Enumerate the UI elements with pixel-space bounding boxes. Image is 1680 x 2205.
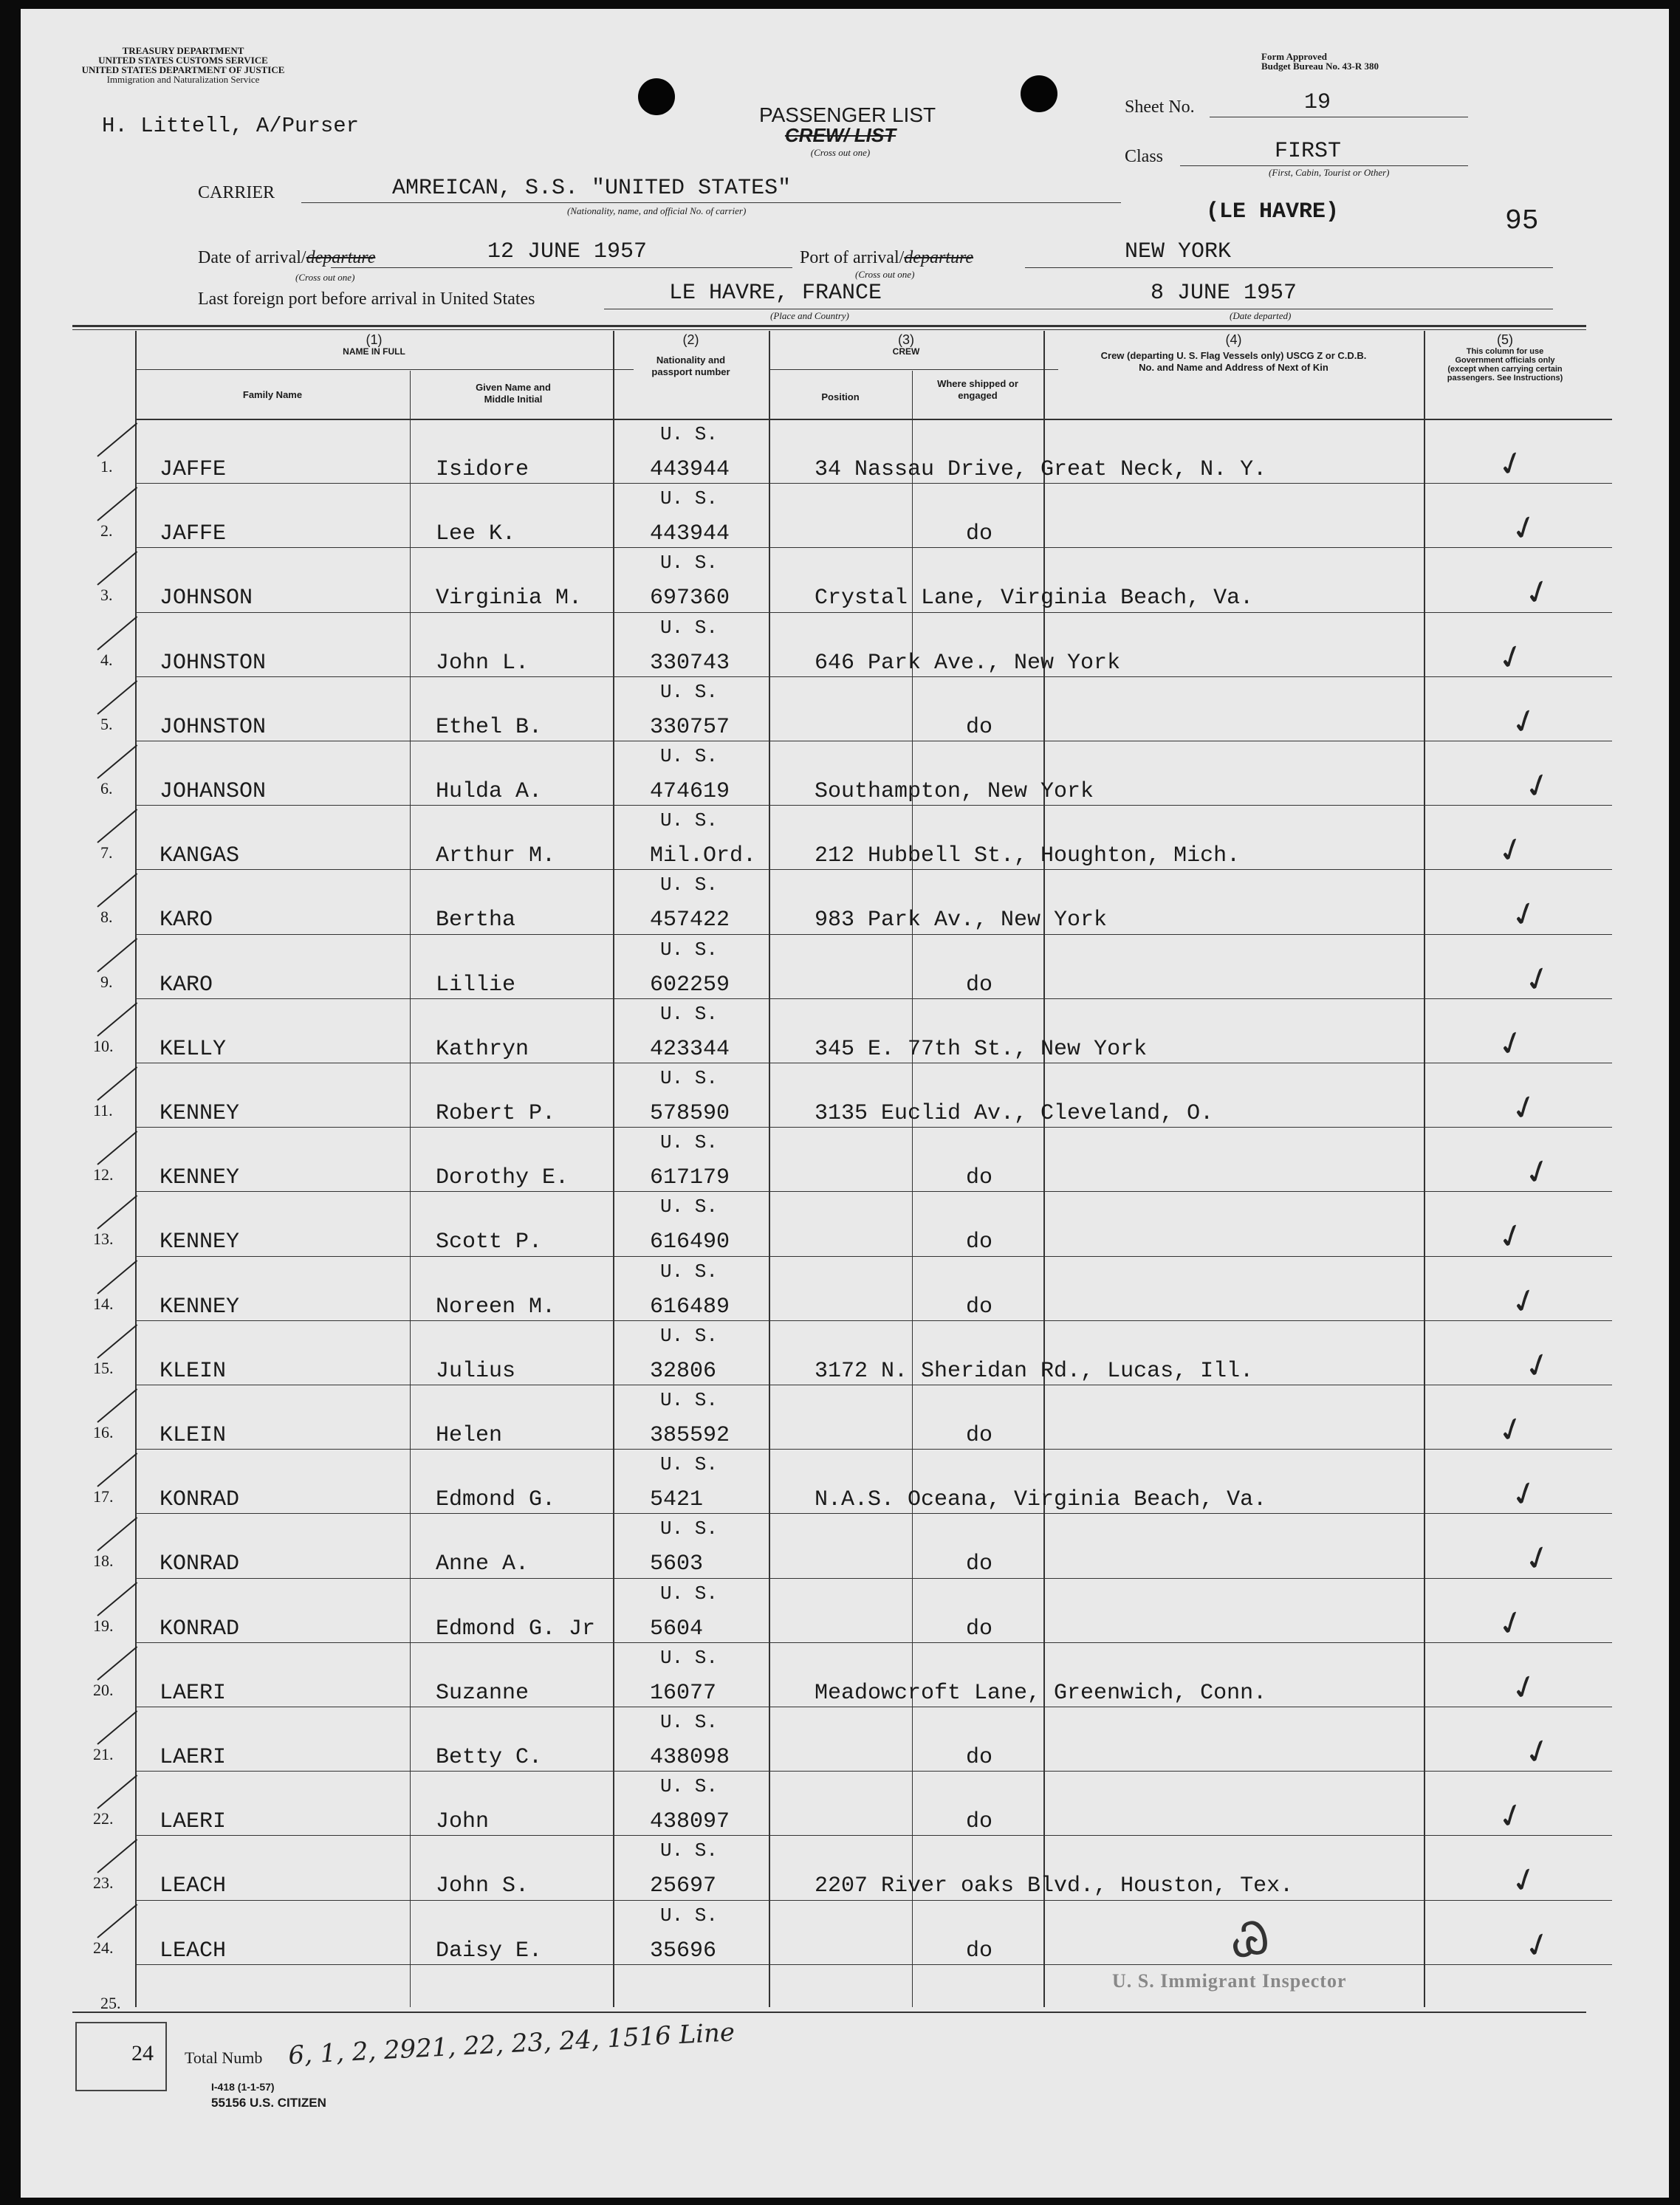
col1-header xyxy=(135,334,613,357)
last-port-value: LE HAVRE, FRANCE xyxy=(669,281,882,306)
family-name: LAERI xyxy=(160,1809,227,1835)
nationality-label: U. S. xyxy=(659,1389,719,1411)
tick-stroke-icon xyxy=(97,1196,137,1230)
row-number: 1. xyxy=(100,457,113,476)
nationality-label: U. S. xyxy=(659,1775,719,1798)
agency-line: TREASURY DEPARTMENT xyxy=(122,45,244,56)
port-arrival-underline xyxy=(1025,267,1553,268)
given-name: Edmond G. xyxy=(436,1487,556,1513)
row-number: 2. xyxy=(100,521,113,541)
header-bottom-line xyxy=(135,419,1612,420)
row-rule xyxy=(135,1964,1612,1965)
nationality-label: U. S. xyxy=(659,1646,719,1669)
row-number: 14. xyxy=(93,1294,114,1313)
carrier-underline xyxy=(301,202,1121,203)
address-ditto: do xyxy=(966,1809,993,1835)
class-hint: (First, Cabin, Tourist or Other) xyxy=(1269,167,1390,178)
port-arrival-label-text: Port of arrival/ xyxy=(800,248,905,267)
passport-number: 443944 xyxy=(650,457,730,482)
family-name: KENNEY xyxy=(160,1101,240,1126)
col3-number: (3) xyxy=(898,332,914,347)
last-port-hint: (Place and Country) xyxy=(770,310,849,321)
budget-bureau: Budget Bureau No. 43-R 380 xyxy=(1261,61,1379,72)
nationality-label: U. S. xyxy=(659,1067,719,1089)
document-page xyxy=(21,9,1669,2198)
passport-number: 457422 xyxy=(650,908,730,933)
checkmark-icon: ✓ xyxy=(1506,892,1543,937)
cross-out-hint: (Cross out one) xyxy=(810,147,871,158)
given-name: Robert P. xyxy=(436,1101,556,1126)
tick-stroke-icon xyxy=(97,1066,137,1101)
family-name: KONRAD xyxy=(160,1487,240,1513)
tick-stroke-icon xyxy=(97,616,137,651)
given-name: Julius xyxy=(436,1358,516,1384)
shipped-header: Where shipped or engaged xyxy=(937,378,1018,401)
row-rule xyxy=(135,1771,1612,1772)
checkmark-icon: ✓ xyxy=(1519,570,1557,615)
passport-number: 16077 xyxy=(650,1680,717,1706)
port-arrival-hint: (Cross out one) xyxy=(855,269,915,280)
nationality-label: U. S. xyxy=(659,1002,719,1025)
checkmark-icon: ✓ xyxy=(1506,1858,1543,1903)
tick-stroke-icon xyxy=(97,744,137,779)
passport-number: 578590 xyxy=(650,1101,730,1126)
col4-header xyxy=(1043,334,1424,374)
row-number: 23. xyxy=(93,1873,114,1893)
table-top-line xyxy=(72,325,1586,327)
checkmark-icon: ✓ xyxy=(1519,1536,1557,1581)
tick-stroke-icon xyxy=(97,1839,137,1874)
address-value: 983 Park Av., New York xyxy=(815,908,1108,933)
checkmark-icon: ✓ xyxy=(1492,1794,1530,1839)
family-name: KARO xyxy=(160,908,213,933)
address-value: Southampton, New York xyxy=(815,779,1094,804)
row-number: 16. xyxy=(93,1423,114,1441)
passport-number: 5603 xyxy=(650,1551,704,1577)
given-name: Bertha xyxy=(436,908,516,933)
list-title: PASSENGER LIST xyxy=(759,103,936,126)
address-value: 34 Nassau Drive, Great Neck, N. Y. xyxy=(815,457,1267,482)
date-arrival-label-text: Date of arrival/ xyxy=(198,248,306,267)
nationality-label: U. S. xyxy=(659,1324,719,1347)
checkmark-icon: ✓ xyxy=(1506,699,1543,744)
agency-block xyxy=(72,46,294,84)
family-name: JOHNSON xyxy=(160,586,253,611)
given-name: Helen xyxy=(436,1423,503,1448)
row-rule xyxy=(135,1642,1612,1643)
row-number: 18. xyxy=(93,1551,114,1571)
row-rule xyxy=(135,1449,1612,1450)
family-name: LEACH xyxy=(160,1938,227,1964)
tick-stroke-icon xyxy=(97,1388,137,1423)
col5-number: (5) xyxy=(1497,332,1513,347)
tick-stroke-icon xyxy=(97,552,137,586)
address-ditto: do xyxy=(966,1616,993,1642)
total-label: Total Numb xyxy=(185,2048,263,2067)
row-rule xyxy=(135,1191,1612,1192)
given-name: John xyxy=(436,1809,490,1835)
address-value: 345 E. 77th St., New York xyxy=(815,1036,1148,1062)
row-rule xyxy=(135,998,1612,999)
family-name: KLEIN xyxy=(160,1358,227,1384)
col5-header xyxy=(1424,334,1586,383)
checkmark-icon: ✓ xyxy=(1506,1279,1543,1324)
row-number: 9. xyxy=(100,972,113,991)
class-value: FIRST xyxy=(1275,139,1342,164)
col1-title: NAME IN FULL xyxy=(343,346,405,357)
given-name: Daisy E. xyxy=(436,1938,543,1964)
row-number: 11. xyxy=(93,1101,113,1119)
total-box-value: 24 xyxy=(131,2041,154,2065)
family-name: JOHNSTON xyxy=(160,714,267,740)
class-label: Class xyxy=(1125,147,1164,166)
col-line-1 xyxy=(135,331,137,2007)
nationality-label: U. S. xyxy=(659,874,719,896)
nationality-label: U. S. xyxy=(659,1453,719,1476)
tick-stroke-icon xyxy=(97,680,137,715)
given-name: Suzanne xyxy=(436,1680,529,1706)
punch-hole-right xyxy=(1021,75,1057,112)
address-ditto: do xyxy=(966,714,993,740)
nationality-label: U. S. xyxy=(659,616,719,639)
nationality-label: U. S. xyxy=(659,1131,719,1154)
passport-number: 616489 xyxy=(650,1294,730,1320)
family-name: KELLY xyxy=(160,1036,227,1062)
checkmark-icon: ✓ xyxy=(1519,1343,1557,1388)
agency-line: UNITED STATES DEPARTMENT OF JUSTICE xyxy=(81,64,285,75)
row-rule xyxy=(135,1900,1612,1901)
total-handwritten: 6, 1, 2, 2921, 22, 23, 24, 1516 Line xyxy=(287,2017,736,2071)
tick-stroke-icon xyxy=(97,487,137,521)
nationality-label: U. S. xyxy=(659,487,719,510)
passport-number: 617179 xyxy=(650,1165,730,1191)
header-subline xyxy=(135,369,634,370)
purser-name: H. Littell, A/Purser xyxy=(102,114,360,138)
row-rule xyxy=(135,1513,1612,1514)
table-bottom-line xyxy=(72,2012,1586,2013)
given-name: Dorothy E. xyxy=(436,1165,569,1191)
row-number: 3. xyxy=(100,586,113,605)
row-rule xyxy=(135,869,1612,870)
checkmark-icon: ✓ xyxy=(1506,506,1543,551)
port-arrival-label xyxy=(800,248,973,268)
tick-stroke-icon xyxy=(97,1518,137,1552)
row-rule xyxy=(135,547,1612,548)
address-ditto: do xyxy=(966,1745,993,1770)
address-value: Meadowcroft Lane, Greenwich, Conn. xyxy=(815,1680,1267,1706)
given-name-header: Given Name and Middle Initial xyxy=(476,382,551,405)
address-value: N.A.S. Oceana, Virginia Beach, Va. xyxy=(815,1487,1267,1513)
family-name: LAERI xyxy=(160,1745,227,1770)
row-number: 13. xyxy=(93,1230,114,1249)
date-arrival-label xyxy=(198,248,375,268)
passport-number: 385592 xyxy=(650,1423,730,1448)
address-ditto: do xyxy=(966,1294,993,1320)
header-subline-crew xyxy=(770,369,1058,370)
row-rule xyxy=(135,676,1612,677)
row-number: 7. xyxy=(100,843,113,863)
passport-number: 474619 xyxy=(650,779,730,804)
checkmark-icon: ✓ xyxy=(1492,635,1530,680)
given-name: Anne A. xyxy=(436,1551,529,1577)
table-top-line-2 xyxy=(72,329,1586,330)
date-departed-value: 8 JUNE 1957 xyxy=(1151,281,1297,306)
given-name: Noreen M. xyxy=(436,1294,556,1320)
checkmark-icon: ✓ xyxy=(1492,442,1530,487)
checkmark-icon: ✓ xyxy=(1492,1601,1530,1646)
nationality-label: U. S. xyxy=(659,1518,719,1540)
class-underline xyxy=(1180,165,1468,166)
tick-stroke-icon xyxy=(97,1324,137,1359)
list-title-crossed: CREW/ LIST xyxy=(784,124,896,146)
passport-number: Mil.Ord. xyxy=(650,843,757,869)
agency-line: Immigration and Naturalization Service xyxy=(106,74,260,85)
nationality-label: U. S. xyxy=(659,423,719,445)
date-arrival-hint: (Cross out one) xyxy=(295,272,355,283)
passport-number: 423344 xyxy=(650,1036,730,1062)
col-line-2 xyxy=(410,371,411,2007)
tick-stroke-icon xyxy=(97,1002,137,1037)
address-value: 212 Hubbell St., Houghton, Mich. xyxy=(815,843,1241,869)
passport-number: 697360 xyxy=(650,586,730,611)
nationality-label: U. S. xyxy=(659,1904,719,1927)
row-number: 15. xyxy=(93,1358,114,1377)
col5-title: This column for use Government officials only (except when carrying certain passengers. See Instructions) xyxy=(1447,347,1563,383)
given-name: Scott P. xyxy=(436,1230,543,1255)
checkmark-icon: ✓ xyxy=(1519,1729,1557,1774)
row-number: 19. xyxy=(93,1616,114,1635)
row-rule xyxy=(135,1256,1612,1257)
col-line-3 xyxy=(613,331,614,2007)
port-arrival-crossed: departure xyxy=(904,248,974,267)
row-rule xyxy=(135,1127,1612,1128)
address-ditto: do xyxy=(966,1230,993,1255)
row-number: 24. xyxy=(93,1938,114,1957)
row-number: 21. xyxy=(93,1745,114,1763)
row-rule xyxy=(135,1835,1612,1836)
row-number: 8. xyxy=(100,908,113,927)
family-name: KENNEY xyxy=(160,1165,240,1191)
tick-stroke-icon xyxy=(97,1260,137,1294)
nationality-label: U. S. xyxy=(659,809,719,832)
page-number: 95 xyxy=(1505,205,1539,237)
passport-number: 438098 xyxy=(650,1745,730,1770)
last-port-label: Last foreign port before arrival in United States xyxy=(198,289,535,309)
col4-title: Crew (departing U. S. Flag Vessels only) USCG Z or C.D.B. No. and Name and Address of Next of Kin xyxy=(1100,350,1367,373)
col2-title: Nationality and passport number xyxy=(651,354,730,377)
col3-title: CREW xyxy=(892,346,920,357)
given-name: Virginia M. xyxy=(436,586,583,611)
checkmark-icon: ✓ xyxy=(1492,1407,1530,1453)
family-name: KLEIN xyxy=(160,1423,227,1448)
passport-number: 25697 xyxy=(650,1873,717,1899)
col-line-7 xyxy=(1424,331,1425,2007)
family-name-header: Family Name xyxy=(242,389,303,400)
form-code: I-418 (1-1-57) xyxy=(211,2081,275,2093)
date-departed-hint: (Date departed) xyxy=(1230,310,1292,321)
tick-stroke-icon xyxy=(97,874,137,908)
col1-number: (1) xyxy=(366,332,383,347)
address-value: 2207 River oaks Blvd., Houston, Tex. xyxy=(815,1873,1294,1899)
given-name: Lee K. xyxy=(436,521,516,547)
checkmark-icon: ✓ xyxy=(1506,1086,1543,1131)
port-arrival-value: NEW YORK xyxy=(1125,239,1232,264)
row-number: 10. xyxy=(93,1036,114,1055)
form-footer: 55156 U.S. CITIZEN xyxy=(211,2096,326,2110)
row-number: 5. xyxy=(100,714,113,733)
col-line-6 xyxy=(1043,331,1045,2007)
carrier-label: CARRIER xyxy=(198,183,275,202)
inspector-signature: Ꮚ xyxy=(1227,1911,1274,1969)
tick-stroke-icon xyxy=(97,1646,137,1681)
tick-stroke-icon xyxy=(97,1774,137,1809)
col3-header xyxy=(769,334,1043,357)
passport-number: 5604 xyxy=(650,1616,704,1642)
form-approved-block xyxy=(1261,52,1379,71)
list-title-block xyxy=(759,103,936,159)
row-rule xyxy=(135,934,1612,935)
tick-stroke-icon xyxy=(97,1710,137,1745)
nationality-label: U. S. xyxy=(659,1582,719,1605)
given-name: John S. xyxy=(436,1873,529,1899)
nationality-label: U. S. xyxy=(659,552,719,575)
carrier-hint: (Nationality, name, and official No. of carrier) xyxy=(567,205,747,216)
address-ditto: do xyxy=(966,1165,993,1191)
nationality-label: U. S. xyxy=(659,680,719,703)
col2-number: (2) xyxy=(682,332,699,347)
passport-number: 616490 xyxy=(650,1230,730,1255)
row-number-25: 25. xyxy=(100,1994,121,2012)
col4-number: (4) xyxy=(1225,332,1242,347)
given-name: Hulda A. xyxy=(436,779,543,804)
family-name: KONRAD xyxy=(160,1551,240,1577)
address-ditto: do xyxy=(966,1551,993,1577)
family-name: JOHNSTON xyxy=(160,650,267,676)
port-note: (LE HAVRE) xyxy=(1206,199,1340,224)
tick-stroke-icon xyxy=(97,938,137,973)
address-value: 3172 N. Sheridan Rd., Lucas, Ill. xyxy=(815,1358,1254,1384)
passport-number: 5421 xyxy=(650,1487,704,1513)
checkmark-icon: ✓ xyxy=(1506,1472,1543,1517)
nationality-label: U. S. xyxy=(659,1839,719,1862)
checkmark-icon: ✓ xyxy=(1492,1214,1530,1259)
family-name: KANGAS xyxy=(160,843,240,869)
checkmark-icon: ✓ xyxy=(1519,1923,1557,1968)
address-ditto: do xyxy=(966,972,993,998)
address-value: Crystal Lane, Virginia Beach, Va. xyxy=(815,586,1254,611)
family-name: KARO xyxy=(160,972,213,998)
given-name: Lillie xyxy=(436,972,516,998)
tick-stroke-icon xyxy=(97,809,137,843)
nationality-label: U. S. xyxy=(659,745,719,767)
family-name: KONRAD xyxy=(160,1616,240,1642)
given-name: Edmond G. Jr xyxy=(436,1616,596,1642)
family-name: KENNEY xyxy=(160,1230,240,1255)
address-value: 3135 Euclid Av., Cleveland, O. xyxy=(815,1101,1214,1126)
col-line-5 xyxy=(912,371,913,2007)
checkmark-icon: ✓ xyxy=(1492,1021,1530,1066)
date-arrival-underline xyxy=(331,267,792,268)
family-name: JAFFE xyxy=(160,521,227,547)
passport-number: 330743 xyxy=(650,650,730,676)
given-name: Arthur M. xyxy=(436,843,556,869)
position-header: Position xyxy=(821,391,860,402)
passport-number: 32806 xyxy=(650,1358,717,1384)
address-value: 646 Park Ave., New York xyxy=(815,650,1121,676)
passport-number: 602259 xyxy=(650,972,730,998)
checkmark-icon: ✓ xyxy=(1519,1150,1557,1195)
row-rule xyxy=(135,805,1612,806)
passport-number: 330757 xyxy=(650,714,730,740)
passport-number: 438097 xyxy=(650,1809,730,1835)
family-name: KENNEY xyxy=(160,1294,240,1320)
checkmark-icon: ✓ xyxy=(1519,764,1557,809)
nationality-label: U. S. xyxy=(659,1260,719,1283)
row-rule xyxy=(135,612,1612,613)
nationality-label: U. S. xyxy=(659,938,719,961)
date-arrival-crossed: departure xyxy=(306,248,376,267)
address-ditto: do xyxy=(966,1938,993,1964)
family-name: LAERI xyxy=(160,1680,227,1706)
row-number: 12. xyxy=(93,1165,114,1184)
checkmark-icon: ✓ xyxy=(1506,1665,1543,1710)
row-rule xyxy=(135,483,1612,484)
nationality-label: U. S. xyxy=(659,1196,719,1218)
passport-number: 443944 xyxy=(650,521,730,547)
address-ditto: do xyxy=(966,521,993,547)
nationality-label: U. S. xyxy=(659,1711,719,1733)
form-approved: Form Approved xyxy=(1261,51,1327,62)
given-name: Betty C. xyxy=(436,1745,543,1770)
given-name: John L. xyxy=(436,650,529,676)
row-number: 20. xyxy=(93,1680,114,1699)
row-number: 22. xyxy=(93,1809,114,1828)
tick-stroke-icon xyxy=(97,1582,137,1616)
given-name: Kathryn xyxy=(436,1036,529,1062)
row-number: 4. xyxy=(100,650,113,669)
family-name: LEACH xyxy=(160,1873,227,1899)
immigrant-inspector-stamp: U. S. Immigrant Inspector xyxy=(1112,1970,1347,1992)
checkmark-icon: ✓ xyxy=(1492,828,1530,873)
col-line-4 xyxy=(769,331,770,2007)
date-arrival-value: 12 JUNE 1957 xyxy=(487,239,648,264)
given-name: Isidore xyxy=(436,457,529,482)
agency-line: UNITED STATES CUSTOMS SERVICE xyxy=(98,55,268,66)
family-name: JOHANSON xyxy=(160,779,267,804)
row-number: 6. xyxy=(100,779,113,798)
carrier-value: AMREICAN, S.S. "UNITED STATES" xyxy=(392,176,792,201)
row-rule xyxy=(135,1320,1612,1321)
given-name: Ethel B. xyxy=(436,714,543,740)
sheet-number: 19 xyxy=(1304,90,1331,115)
col2-header xyxy=(613,334,769,378)
address-ditto: do xyxy=(966,1423,993,1448)
tick-stroke-icon xyxy=(97,1453,137,1487)
family-name: JAFFE xyxy=(160,457,227,482)
row-number: 17. xyxy=(93,1487,114,1506)
sheet-label: Sheet No. xyxy=(1125,97,1195,117)
passport-number: 35696 xyxy=(650,1938,717,1964)
tick-stroke-icon xyxy=(97,422,137,457)
row-rule xyxy=(135,1578,1612,1579)
tick-stroke-icon xyxy=(97,1904,137,1938)
checkmark-icon: ✓ xyxy=(1519,957,1557,1002)
punch-hole-left xyxy=(638,78,675,115)
tick-stroke-icon xyxy=(97,1131,137,1165)
